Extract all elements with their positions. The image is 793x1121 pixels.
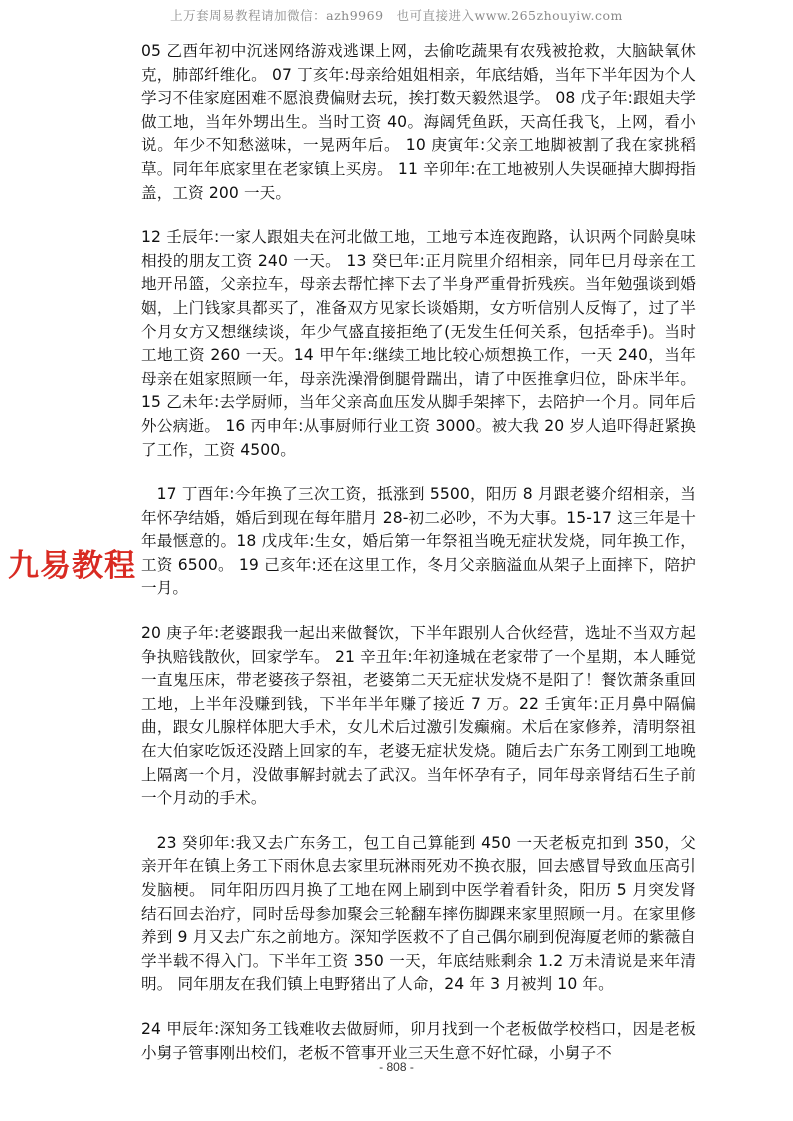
document-body xyxy=(141,40,696,1086)
paragraph-2012-2016: 12 壬辰年:一家人跟姐夫在河北做工地，工地亏本连夜跑路，认识两个同龄臭味相投的朋友工资 240 一天。 13 癸巳年:正月院里介绍相亲，同年巳月母亲在工地开吊篮，父亲拉车，母亲去帮忙摔下去了半身严重骨折残疾。当年勉强谈到婚姻，上门钱家具都买了，准备双方见家长谈婚期，女方听信别人反悔了，过了半个月女方又想继续谈，年少气盛直接拒绝了(无发生任何关系，包括牵手)。当时工地工资 260 一天。14 甲午年:继续工地比较心烦想换工作，一天 240，当年母亲在姐家照顾一年，母亲洗澡滑倒腿骨踹出，请了中医推拿归位，卧床半年。15 乙未年:去学厨师，当年父亲高血压发从脚手架摔下，去陪护一个月。同年后外公病逝。 16 丙申年:从事厨师行业工资 3000。被大我 20 岁人追吓得赶紧换了工作，工资 4500。 xyxy=(141,228,696,459)
paragraph-2024: 24 甲辰年:深知务工钱难收去做厨师，卯月找到一个老板做学校档口，因是老板小舅子管事刚出校们，老板不管事开业三天生意不好忙碌，小舅子不 xyxy=(141,1019,696,1062)
header-banner: 上万套周易教程请加微信：azh9969 也可直接进入www.265zhouyiw.com xyxy=(170,8,623,23)
paragraph-2005-2011: 05 乙酉年初中沉迷网络游戏逃课上网，去偷吃蔬果有农残被抢救，大脑缺氧休克，肺部纤维化。 07 丁亥年:母亲给姐姐相亲，年底结婚，当年下半年因为个人学习不佳家庭困难不愿浪费偏财去玩，挨打数天毅然退学。 08 戊子年:跟姐夫学做工地，当年外甥出生。当时工资 40。海阔凭鱼跃，天高任我飞，上网，看小说。年少不知愁滋味，一晃两年后。 10 庚寅年:父亲工地脚被割了我在家挑稻草。同年年底家里在老家镇上买房。 11 辛卯年:在工地被别人失误砸掉大脚拇指盖，工资 200 一天。 xyxy=(141,42,696,202)
paragraph-2023: 23 癸卯年:我又去广东务工，包工自己算能到 450 一天老板克扣到 350，父亲开年在镇上务工下雨休息去家里玩淋雨死劝不换衣服，回去感冒导致血压高引发脑梗。 同年阳历四月换了工地在网上刷到中医学着看针灸，阳历 5 月突发肾结石回去治疗，同时岳母参加聚会三轮翻车摔伤脚踝来家里照顾一月。在家里修养到 9 月又去广东之前地方。深知学医救不了自己偶尔刷到倪海厦老师的紫薇自学半载不得入门。下半年工资 350 一天，年底结账剩余 1.2 万未清说是来年清明。 同年朋友在我们镇上电野猪出了人命，24 年 3 月被判 10 年。 xyxy=(141,833,696,994)
paragraph-2020-2022: 20 庚子年:老婆跟我一起出来做餐饮，下半年跟别人合伙经营，选址不当双方起争执赔钱散伙，回家学车。 21 辛丑年:年初逢城在老家带了一个星期，本人睡觉一直鬼压床，带老婆孩子祭祖，老婆第二天无症状发烧不是阳了！餐饮萧条重回工地，上半年没赚到钱，下半年半年赚了接近 7 万。22 壬寅年:正月鼻中隔偏曲，跟女儿腺样体肥大手术，女儿术后过激引发癫痫。术后在家修养，清明祭祖在大伯家吃饭还没踏上回家的车，老婆无症状发烧。随后去广东务工刚到工地晚上隔离一个月，没做事解封就去了武汉。当年怀孕有子，同年母亲肾结石生子前一个月动的手术。 xyxy=(141,624,696,808)
paragraph-2017-2019: 17 丁酉年:今年换了三次工资，抵涨到 5500，阳历 8 月跟老婆介绍相亲，当年怀孕结婚，婚后到现在每年腊月 28-初二必吵，不为大事。15-17 这三年是十年最惬意的。18 戊戌年:生女，婚后第一年祭祖当晚无症状发烧，同年换工作，工资 6500。 19 己亥年:还在这里工作，冬月父亲脑溢血从架子上面摔下，陪护一月。 xyxy=(141,485,696,598)
page-number: - 808 - xyxy=(379,1060,414,1074)
watermark-logo: 九易教程 xyxy=(8,548,136,584)
